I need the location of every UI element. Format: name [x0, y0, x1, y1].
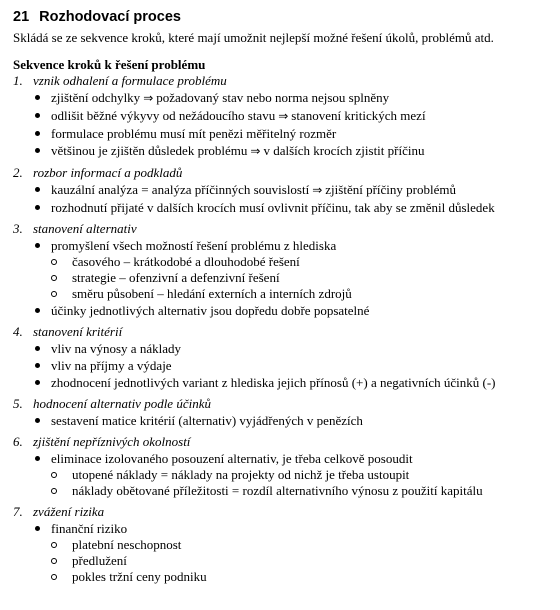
- item-text: kauzální analýza = analýza příčinných souvislostí: [51, 182, 310, 197]
- step-title: [13, 221, 552, 237]
- sub-items: [51, 254, 552, 302]
- implies-arrow-icon: ⇒: [312, 183, 323, 197]
- item-text: formulace problému musí mít penězi měřitelný rozměr: [51, 126, 337, 141]
- list-item: [34, 520, 552, 585]
- sub-list-item: [51, 537, 552, 553]
- item-text: sestavení matice kritérií (alternativ) vyjádřených v penězích: [51, 413, 363, 428]
- bullet-icon: [35, 187, 40, 192]
- list-item: [34, 181, 552, 199]
- step-items: [13, 450, 552, 499]
- step-title-text: stanovení alternativ: [33, 221, 137, 236]
- step-title: [13, 504, 552, 520]
- step-items: [13, 412, 552, 429]
- circle-bullet-icon: [51, 488, 57, 494]
- bullet-icon: [35, 205, 40, 210]
- step-block: [13, 504, 552, 585]
- step-title-text: vznik odhalení a formulace problému: [33, 73, 227, 88]
- step-block: [13, 221, 552, 319]
- sub-list-item: [51, 286, 552, 302]
- item-result-text: stanovení kritických mezí: [291, 108, 426, 123]
- step-block: [13, 73, 552, 160]
- step-title-text: zjištění nepříznivých okolností: [33, 434, 191, 449]
- bullet-icon: [35, 131, 40, 136]
- sub-item-text: strategie – ofenzivní a defenzivní řešení: [72, 270, 280, 285]
- step-number: 6.: [13, 434, 23, 449]
- bullet-icon: [35, 363, 40, 368]
- step-block: [13, 396, 552, 429]
- bullet-icon: [35, 113, 40, 118]
- circle-bullet-icon: [51, 472, 57, 478]
- list-item: [34, 412, 552, 429]
- sub-item-text: utopené náklady = náklady na projekty od nichž je třeba ustoupit: [72, 467, 410, 482]
- step-title: [13, 165, 552, 181]
- implies-arrow-icon: ⇒: [278, 109, 289, 123]
- circle-bullet-icon: [51, 574, 57, 580]
- list-item: [34, 142, 552, 160]
- item-result-text: požadovaný stav nebo norma nejsou splněny: [156, 90, 390, 105]
- step-items: [13, 520, 552, 585]
- item-text: účinky jednotlivých alternativ jsou dopředu dobře popsatelné: [51, 303, 370, 318]
- section-title: Rozhodovací proces: [39, 9, 181, 25]
- step-items: [13, 181, 552, 216]
- intro-paragraph: Skládá se ze sekvence kroků, které mají umožnit nejlepší možné řešení úkolů, problémů atd.: [13, 30, 494, 45]
- list-item: [34, 302, 552, 319]
- item-text: promyšlení všech možností řešení problému z hlediska: [51, 238, 337, 253]
- sub-items: [51, 467, 552, 499]
- item-text: zjištění odchylky: [51, 90, 141, 105]
- circle-bullet-icon: [51, 275, 57, 281]
- step-title-text: stanovení kritérií: [33, 324, 123, 339]
- step-title-text: hodnocení alternativ podle účinků: [33, 396, 211, 411]
- sub-item-text: pokles tržní ceny podniku: [72, 569, 207, 584]
- list-item: [34, 340, 552, 357]
- item-text: odlišit běžné výkyvy od nežádoucího stavu: [51, 108, 276, 123]
- item-text: eliminace izolovaného posouzení alternativ, je třeba celkově posoudit: [51, 451, 413, 466]
- bullet-icon: [35, 380, 40, 385]
- circle-bullet-icon: [51, 291, 57, 297]
- sub-item-text: časového – krátkodobé a dlouhodobé řešení: [72, 254, 300, 269]
- step-title: [13, 396, 552, 412]
- step-number: 2.: [13, 165, 23, 180]
- item-text: vliv na výnosy a náklady: [51, 341, 181, 356]
- sub-list-item: [51, 467, 552, 483]
- list-item: [34, 237, 552, 302]
- sub-list-item: [51, 270, 552, 286]
- step-number: 5.: [13, 396, 23, 411]
- bullet-icon: [35, 456, 40, 461]
- section-heading: [13, 8, 552, 26]
- steps-list: [13, 73, 552, 585]
- list-item: [34, 450, 552, 499]
- sub-list-item: [51, 254, 552, 270]
- step-title: [13, 324, 552, 340]
- circle-bullet-icon: [51, 259, 57, 265]
- list-item: [34, 107, 552, 125]
- step-number: 3.: [13, 221, 23, 236]
- step-block: [13, 434, 552, 499]
- bullet-icon: [35, 95, 40, 100]
- circle-bullet-icon: [51, 542, 57, 548]
- step-items: [13, 237, 552, 319]
- step-title-text: rozbor informací a podkladů: [33, 165, 183, 180]
- step-title: [13, 73, 552, 89]
- item-text: finanční riziko: [51, 521, 128, 536]
- sub-list-item: [51, 483, 552, 499]
- bullet-icon: [35, 243, 40, 248]
- item-text: většinou je zjištěn důsledek problému: [51, 143, 248, 158]
- sub-list-item: [51, 569, 552, 585]
- sub-item-text: směru působení – hledání externích a interních zdrojů: [72, 286, 352, 301]
- step-number: 7.: [13, 504, 23, 519]
- sub-item-text: platební neschopnost: [72, 537, 182, 552]
- step-title-text: zvážení rizika: [33, 504, 105, 519]
- sub-list-item: [51, 553, 552, 569]
- sub-item-text: náklady obětované příležitosti = rozdíl alternativního výnosu z použití kapitálu: [72, 483, 483, 498]
- bullet-icon: [35, 308, 40, 313]
- sub-items: [51, 537, 552, 585]
- list-item: [34, 89, 552, 107]
- item-text: zhodnocení jednotlivých variant z hlediska jejich přínosů (+) a negativních účinků (-): [51, 375, 496, 390]
- bullet-icon: [35, 346, 40, 351]
- item-text: rozhodnutí přijaté v dalších krocích musí ovlivnit příčinu, tak aby se změnil důsledek: [51, 200, 495, 215]
- implies-arrow-icon: ⇒: [143, 91, 154, 105]
- list-item: [34, 374, 552, 391]
- list-item: [34, 199, 552, 216]
- item-result-text: zjištění příčiny problémů: [325, 182, 456, 197]
- item-text: vliv na příjmy a výdaje: [51, 358, 172, 373]
- subheading: Sekvence kroků k řešení problému: [13, 57, 206, 72]
- step-items: [13, 89, 552, 160]
- list-item: [34, 357, 552, 374]
- step-items: [13, 340, 552, 391]
- bullet-icon: [35, 526, 40, 531]
- step-block: [13, 324, 552, 391]
- section-number: 21: [13, 9, 30, 25]
- circle-bullet-icon: [51, 558, 57, 564]
- implies-arrow-icon: ⇒: [250, 144, 261, 158]
- list-item: [34, 125, 552, 142]
- bullet-icon: [35, 418, 40, 423]
- item-result-text: v dalších krocích zjistit příčinu: [263, 143, 425, 158]
- sub-item-text: předlužení: [72, 553, 127, 568]
- bullet-icon: [35, 148, 40, 153]
- step-block: [13, 165, 552, 216]
- step-number: 4.: [13, 324, 23, 339]
- step-title: [13, 434, 552, 450]
- step-number: 1.: [13, 73, 23, 88]
